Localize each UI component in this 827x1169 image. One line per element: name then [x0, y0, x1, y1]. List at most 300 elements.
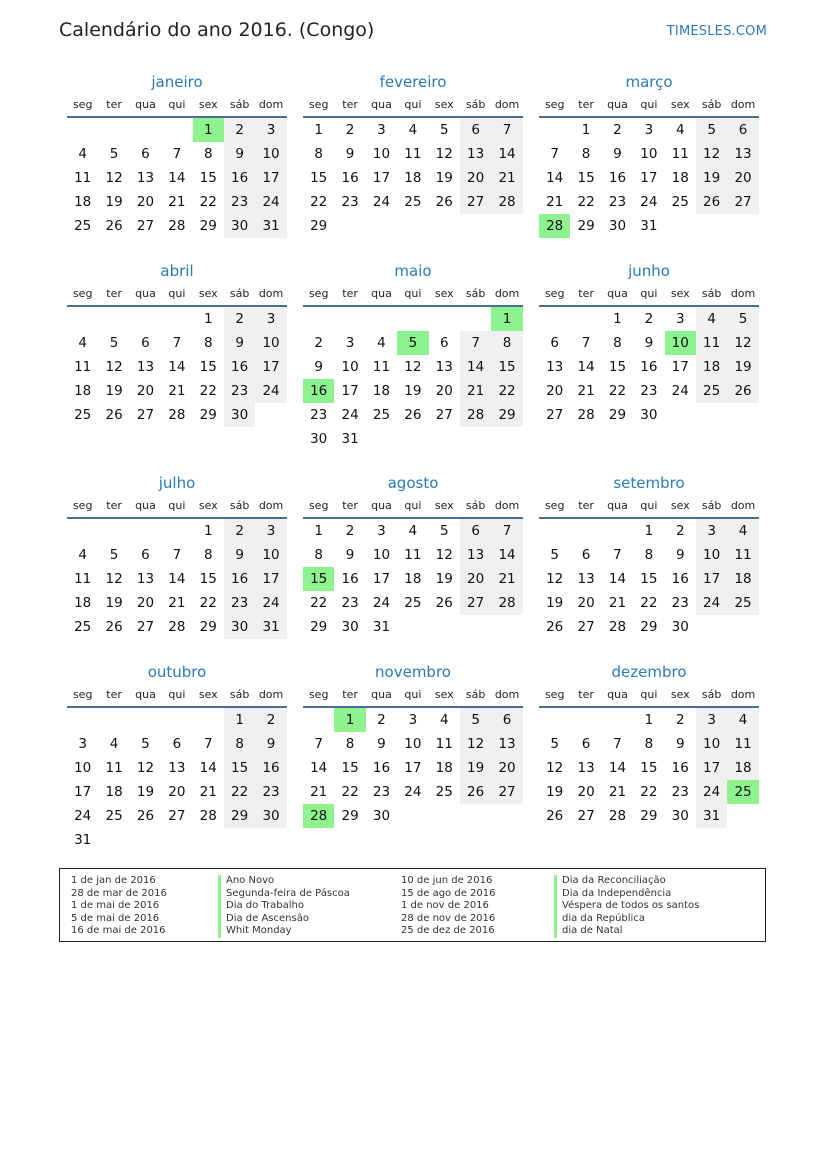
- weekday-label: dom: [494, 287, 520, 300]
- day-cell: 8: [203, 547, 213, 563]
- weekday-label: qui: [640, 499, 658, 512]
- day-cell: 8: [644, 736, 654, 752]
- day-cell: 30: [671, 619, 689, 635]
- day-cell: 6: [550, 335, 559, 351]
- weekday-label: ter: [578, 98, 594, 111]
- weekday-label: dom: [730, 499, 756, 512]
- day-cell: 16: [671, 760, 689, 776]
- day-cell: 19: [404, 383, 422, 399]
- day-cell: 9: [675, 547, 685, 563]
- day-cell: 25: [372, 407, 391, 423]
- legend-left-dates: [71, 875, 167, 938]
- day-cell: 18: [105, 784, 123, 800]
- day-grid: [67, 708, 287, 852]
- weekday-label: sáb: [229, 499, 250, 512]
- day-grid: [303, 519, 523, 639]
- weekday-label: sex: [434, 287, 454, 300]
- day-cell: 20: [136, 595, 155, 611]
- day-cell: 22: [640, 784, 658, 800]
- day-cell: 28: [199, 808, 217, 824]
- weekday-label: sáb: [465, 98, 486, 111]
- weekday-label: seg: [72, 499, 93, 512]
- weekday-label: sáb: [229, 688, 250, 701]
- day-cell: 23: [372, 784, 391, 800]
- day-cell: 11: [74, 359, 92, 375]
- day-cell: 26: [546, 808, 564, 824]
- day-cell: 24: [341, 407, 359, 423]
- day-cell: 27: [460, 190, 491, 214]
- day-cell: 25: [404, 595, 422, 611]
- day-cell: 31: [372, 619, 391, 635]
- day-cell: 21: [608, 595, 627, 611]
- day-cell: 1: [613, 311, 622, 327]
- empty-day: [539, 118, 570, 142]
- weekday-label: qui: [404, 98, 422, 111]
- day-cell: 12: [404, 359, 422, 375]
- empty-day: [570, 519, 601, 543]
- day-cell: 29: [199, 218, 217, 234]
- weekday-label: dom: [730, 688, 756, 701]
- weekday-label: dom: [258, 688, 284, 701]
- day-cell: 3: [696, 708, 727, 732]
- legend-holiday-name: Ano Novo: [218, 875, 350, 888]
- day-cell: 29: [640, 619, 658, 635]
- day-cell: 31: [255, 214, 286, 238]
- day-cell: 13: [577, 760, 595, 776]
- weekday-label: sex: [198, 688, 218, 701]
- weekday-label: qua: [607, 688, 628, 701]
- empty-day: [460, 307, 491, 331]
- weekday-label: sex: [434, 499, 454, 512]
- day-cell: 9: [224, 331, 255, 355]
- day-cell: 27: [577, 808, 595, 824]
- holiday-day: 1: [193, 118, 224, 142]
- day-cell: 15: [577, 170, 595, 186]
- month-dezembro: [539, 660, 759, 860]
- day-cell: 21: [491, 567, 522, 591]
- day-cell: 20: [136, 383, 155, 399]
- day-cell: 2: [345, 122, 355, 138]
- day-cell: 24: [404, 784, 422, 800]
- weekday-label: seg: [72, 287, 93, 300]
- day-cell: 18: [727, 567, 758, 591]
- weekday-label: seg: [544, 98, 565, 111]
- empty-day: [130, 519, 161, 543]
- day-cell: 26: [435, 595, 453, 611]
- legend-date: 5 de mai de 2016: [71, 912, 160, 924]
- day-cell: 29: [491, 403, 522, 427]
- day-cell: 30: [341, 619, 359, 635]
- day-cell: 6: [172, 736, 182, 752]
- weekday-label: ter: [106, 98, 122, 111]
- legend-left-names: [218, 875, 350, 938]
- day-cell: 24: [255, 379, 286, 403]
- day-cell: 12: [136, 760, 155, 776]
- day-cell: 31: [255, 615, 286, 639]
- day-cell: 28: [608, 619, 627, 635]
- day-cell: 24: [372, 595, 391, 611]
- day-cell: 29: [224, 804, 255, 828]
- empty-day: [602, 519, 633, 543]
- day-cell: 3: [78, 736, 87, 752]
- weekday-label: qua: [135, 688, 156, 701]
- month-janeiro: [67, 70, 287, 259]
- weekday-label: dom: [494, 688, 520, 701]
- legend-holiday-name: dia de Natal: [554, 925, 699, 938]
- day-cell: 17: [372, 571, 391, 587]
- weekday-label: ter: [342, 499, 358, 512]
- day-cell: 16: [224, 166, 255, 190]
- holiday-day: 15: [303, 567, 334, 591]
- day-cell: 24: [671, 383, 689, 399]
- day-cell: 31: [341, 431, 359, 447]
- day-cell: 22: [310, 595, 328, 611]
- day-cell: 8: [613, 335, 622, 351]
- day-cell: 25: [105, 808, 123, 824]
- day-cell: 13: [136, 359, 155, 375]
- weekday-label: dom: [494, 499, 520, 512]
- day-cell: 20: [460, 166, 491, 190]
- month-name: agosto: [387, 474, 439, 492]
- weekday-label: sex: [434, 98, 454, 111]
- month-name: abril: [160, 262, 194, 280]
- legend-holiday-name: Whit Monday: [218, 925, 350, 938]
- day-cell: 29: [310, 218, 328, 234]
- day-cell: 4: [408, 523, 418, 539]
- day-cell: 4: [439, 712, 449, 728]
- weekday-label: sex: [670, 688, 690, 701]
- weekday-label: sex: [198, 287, 218, 300]
- day-cell: 13: [727, 142, 758, 166]
- day-cell: 3: [377, 523, 386, 539]
- day-cell: 4: [675, 122, 685, 138]
- weekday-label: qui: [168, 287, 186, 300]
- day-cell: 18: [696, 355, 727, 379]
- day-cell: 6: [581, 547, 591, 563]
- day-cell: 20: [136, 194, 155, 210]
- weekday-label: dom: [730, 98, 756, 111]
- day-cell: 4: [78, 335, 87, 351]
- weekday-label: seg: [544, 287, 565, 300]
- day-cell: 13: [136, 170, 155, 186]
- weekday-label: ter: [342, 287, 358, 300]
- day-cell: 28: [491, 190, 522, 214]
- empty-day: [130, 307, 161, 331]
- day-cell: 17: [255, 567, 286, 591]
- day-cell: 17: [671, 359, 689, 375]
- day-cell: 13: [546, 359, 564, 375]
- day-grid: [303, 307, 523, 451]
- weekday-header: [67, 495, 287, 519]
- legend-holiday-name: dia da República: [554, 913, 699, 926]
- weekday-header: [303, 495, 523, 519]
- day-cell: 24: [696, 780, 727, 804]
- weekday-header: [67, 283, 287, 307]
- weekday-label: qua: [607, 287, 628, 300]
- day-cell: 7: [491, 118, 522, 142]
- holiday-day: 10: [665, 331, 696, 355]
- day-cell: 5: [460, 708, 491, 732]
- day-cell: 10: [372, 547, 391, 563]
- day-cell: 1: [644, 523, 654, 539]
- day-cell: 11: [404, 547, 422, 563]
- day-cell: 16: [224, 567, 255, 591]
- day-cell: 25: [74, 218, 92, 234]
- day-cell: 14: [577, 359, 595, 375]
- day-cell: 20: [577, 784, 595, 800]
- day-cell: 10: [404, 736, 422, 752]
- day-cell: 12: [435, 547, 453, 563]
- day-cell: 15: [310, 170, 328, 186]
- legend-holiday-name: Dia da Reconciliação: [554, 875, 699, 888]
- day-cell: 17: [74, 784, 92, 800]
- day-cell: 2: [613, 122, 622, 138]
- empty-day: [303, 708, 334, 732]
- holiday-legend: [59, 868, 766, 942]
- day-cell: 12: [105, 170, 123, 186]
- legend-holiday-name: Véspera de todos os santos: [554, 900, 699, 913]
- empty-day: [161, 307, 192, 331]
- day-cell: 15: [224, 756, 255, 780]
- day-cell: 16: [608, 170, 627, 186]
- weekday-label: qua: [371, 98, 392, 111]
- day-cell: 26: [136, 808, 155, 824]
- day-cell: 4: [727, 519, 758, 543]
- empty-day: [67, 708, 98, 732]
- day-cell: 11: [435, 736, 453, 752]
- empty-day: [570, 307, 601, 331]
- month-abril: [67, 259, 287, 471]
- legend-date: 25 de dez de 2016: [401, 925, 495, 936]
- day-cell: 4: [727, 708, 758, 732]
- day-cell: 5: [439, 122, 449, 138]
- legend-date: 28 de nov de 2016: [401, 912, 496, 924]
- day-cell: 2: [675, 523, 685, 539]
- day-cell: 23: [224, 591, 255, 615]
- brand-link[interactable]: TIMESLES.COM: [666, 24, 767, 39]
- day-cell: 10: [255, 142, 286, 166]
- day-cell: 12: [696, 142, 727, 166]
- weekday-header: [539, 495, 759, 519]
- weekday-label: sex: [670, 98, 690, 111]
- day-cell: 5: [109, 335, 119, 351]
- empty-day: [161, 118, 192, 142]
- day-cell: 24: [74, 808, 92, 824]
- day-cell: 27: [546, 407, 564, 423]
- weekday-label: ter: [342, 98, 358, 111]
- day-cell: 23: [310, 407, 328, 423]
- month-março: [539, 70, 759, 259]
- day-cell: 19: [105, 383, 123, 399]
- day-cell: 23: [671, 595, 689, 611]
- day-cell: 22: [341, 784, 359, 800]
- day-cell: 27: [136, 218, 155, 234]
- day-cell: 6: [439, 335, 449, 351]
- day-cell: 8: [203, 335, 213, 351]
- day-cell: 26: [546, 619, 564, 635]
- day-cell: 23: [640, 383, 658, 399]
- day-cell: 21: [546, 194, 564, 210]
- day-cell: 27: [136, 619, 155, 635]
- day-cell: 16: [671, 571, 689, 587]
- day-cell: 31: [640, 218, 658, 234]
- day-cell: 5: [696, 118, 727, 142]
- weekday-label: sex: [670, 499, 690, 512]
- day-cell: 29: [577, 218, 595, 234]
- empty-day: [539, 307, 570, 331]
- weekday-label: seg: [544, 499, 565, 512]
- day-cell: 27: [727, 190, 758, 214]
- day-cell: 23: [341, 194, 359, 210]
- holiday-day: 16: [303, 379, 334, 403]
- weekday-label: sáb: [465, 287, 486, 300]
- day-cell: 25: [671, 194, 689, 210]
- day-cell: 7: [550, 146, 559, 162]
- day-cell: 26: [727, 379, 758, 403]
- day-cell: 8: [203, 146, 213, 162]
- day-cell: 11: [727, 732, 758, 756]
- day-cell: 8: [644, 547, 654, 563]
- day-cell: 3: [255, 118, 286, 142]
- day-cell: 25: [404, 194, 422, 210]
- weekday-label: seg: [72, 688, 93, 701]
- day-cell: 19: [435, 571, 453, 587]
- day-cell: 22: [199, 383, 217, 399]
- day-cell: 29: [199, 619, 217, 635]
- legend-date: 1 de mai de 2016: [71, 900, 160, 911]
- day-cell: 16: [372, 760, 391, 776]
- day-cell: 6: [460, 118, 491, 142]
- weekday-header: [67, 684, 287, 708]
- day-cell: 1: [644, 712, 654, 728]
- weekday-label: sáb: [701, 287, 722, 300]
- day-cell: 4: [696, 307, 727, 331]
- holiday-day: 1: [334, 708, 365, 732]
- day-cell: 19: [727, 355, 758, 379]
- day-cell: 18: [404, 571, 422, 587]
- day-cell: 29: [640, 808, 658, 824]
- day-cell: 13: [136, 571, 155, 587]
- day-cell: 27: [168, 808, 186, 824]
- day-cell: 2: [224, 519, 255, 543]
- month-name: junho: [628, 262, 670, 280]
- weekday-label: sáb: [229, 98, 250, 111]
- day-cell: 18: [372, 383, 391, 399]
- day-cell: 2: [255, 708, 286, 732]
- holiday-day: 28: [303, 804, 334, 828]
- day-cell: 19: [435, 170, 453, 186]
- day-cell: 15: [199, 571, 217, 587]
- weekday-label: seg: [72, 98, 93, 111]
- day-cell: 17: [404, 760, 422, 776]
- day-cell: 14: [491, 543, 522, 567]
- day-cell: 15: [640, 760, 658, 776]
- day-cell: 13: [577, 571, 595, 587]
- day-cell: 13: [435, 359, 453, 375]
- day-cell: 9: [675, 736, 685, 752]
- day-cell: 2: [314, 335, 323, 351]
- holiday-day: 1: [491, 307, 522, 331]
- day-cell: 15: [640, 571, 658, 587]
- weekday-label: sáb: [701, 98, 722, 111]
- day-cell: 23: [608, 194, 627, 210]
- day-cell: 10: [640, 146, 658, 162]
- day-cell: 28: [168, 407, 186, 423]
- day-cell: 30: [310, 431, 328, 447]
- day-cell: 9: [224, 543, 255, 567]
- day-cell: 17: [372, 170, 391, 186]
- day-cell: 29: [310, 619, 328, 635]
- day-cell: 3: [675, 311, 685, 327]
- weekday-label: qui: [640, 287, 658, 300]
- legend-date: 1 de jan de 2016: [71, 875, 156, 886]
- weekday-label: ter: [578, 688, 594, 701]
- weekday-header: [539, 94, 759, 118]
- month-maio: [303, 259, 523, 471]
- day-cell: 17: [255, 355, 286, 379]
- day-cell: 11: [74, 170, 92, 186]
- weekday-label: qua: [607, 499, 628, 512]
- month-name: fevereiro: [379, 73, 447, 91]
- day-cell: 26: [460, 780, 491, 804]
- day-cell: 8: [581, 146, 591, 162]
- weekday-label: qua: [371, 499, 392, 512]
- month-novembro: [303, 660, 523, 860]
- day-cell: 17: [696, 567, 727, 591]
- day-grid: [539, 118, 759, 238]
- day-cell: 10: [372, 146, 391, 162]
- weekday-label: dom: [258, 499, 284, 512]
- day-cell: 9: [644, 335, 654, 351]
- day-cell: 27: [460, 591, 491, 615]
- day-cell: 26: [404, 407, 422, 423]
- day-cell: 23: [341, 595, 359, 611]
- weekday-label: ter: [342, 688, 358, 701]
- day-cell: 20: [546, 383, 564, 399]
- day-cell: 21: [577, 383, 595, 399]
- weekday-label: ter: [106, 287, 122, 300]
- day-cell: 24: [255, 591, 286, 615]
- empty-day: [193, 708, 224, 732]
- month-name: novembro: [375, 663, 451, 681]
- day-cell: 16: [224, 355, 255, 379]
- day-cell: 28: [460, 403, 491, 427]
- day-cell: 26: [105, 218, 123, 234]
- month-name: janeiro: [151, 73, 203, 91]
- month-name: março: [625, 73, 673, 91]
- empty-day: [98, 708, 129, 732]
- holiday-day: 28: [539, 214, 570, 238]
- day-cell: 9: [377, 736, 386, 752]
- day-cell: 5: [439, 523, 449, 539]
- day-cell: 21: [491, 166, 522, 190]
- day-cell: 14: [546, 170, 564, 186]
- month-agosto: [303, 471, 523, 660]
- day-cell: 12: [105, 359, 123, 375]
- month-setembro: [539, 471, 759, 660]
- month-outubro: [67, 660, 287, 860]
- empty-day: [98, 307, 129, 331]
- day-cell: 5: [141, 736, 150, 752]
- day-cell: 20: [435, 383, 453, 399]
- weekday-label: qui: [640, 688, 658, 701]
- weekday-label: sáb: [701, 688, 722, 701]
- day-cell: 7: [491, 519, 522, 543]
- day-cell: 22: [577, 194, 595, 210]
- day-cell: 10: [696, 732, 727, 756]
- empty-day: [602, 708, 633, 732]
- day-cell: 5: [550, 736, 559, 752]
